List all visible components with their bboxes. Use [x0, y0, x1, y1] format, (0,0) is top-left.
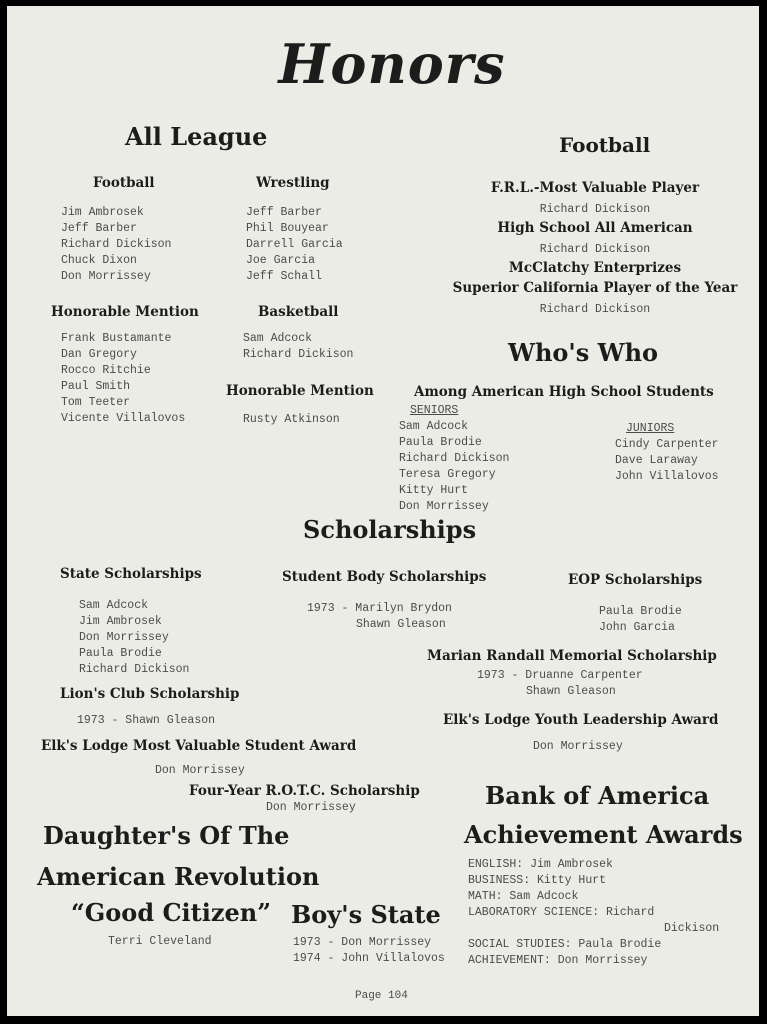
dar-heading-line-1: Daughter's Of The	[43, 821, 290, 850]
whos-who-subheading: Among American High School Students	[414, 384, 714, 400]
dar-name: Terri Cleveland	[108, 935, 212, 948]
list-item: ENGLISH: Jim Ambrosek	[468, 858, 613, 871]
whos-who-heading: Who's Who	[508, 338, 659, 367]
list-item: MATH: Sam Adcock	[468, 890, 579, 903]
bank-awards-list	[468, 857, 719, 969]
yearbook-page	[7, 6, 759, 1016]
juniors-list	[615, 437, 719, 485]
award-superior-california-name: Richard Dickison	[539, 303, 651, 316]
boys-state-list	[293, 935, 445, 967]
list-item: Don Morrissey	[79, 631, 169, 644]
elks-youth-name: Don Morrissey	[533, 740, 623, 753]
league-basketball-heading: Basketball	[258, 304, 339, 320]
league-wrestling-list	[246, 205, 343, 285]
award-frl-mvp-name: Richard Dickison	[539, 203, 651, 216]
list-item: Frank Bustamante	[61, 332, 172, 345]
list-item: Rocco Ritchie	[61, 364, 151, 377]
award-all-american: High School All American	[497, 220, 693, 236]
student-body-heading: Student Body Scholarships	[282, 569, 487, 585]
student-body-line-2: Shawn Gleason	[356, 618, 446, 631]
list-item: ACHIEVEMENT: Don Morrissey	[468, 954, 648, 967]
page-number: Page 104	[355, 990, 408, 1002]
award-all-american-name: Richard Dickison	[539, 243, 651, 256]
rotc-heading: Four-Year R.O.T.C. Scholarship	[189, 783, 420, 799]
page-title: Honors	[278, 32, 506, 96]
list-item: Sam Adcock	[243, 332, 313, 345]
list-item: 1973 - Don Morrissey	[293, 936, 432, 949]
list-item: John Garcia	[599, 621, 675, 634]
boys-state-heading: Boy's State	[291, 900, 441, 929]
list-item: Vicente Villalovos	[61, 412, 186, 425]
list-item: SOCIAL STUDIES: Paula Brodie	[468, 938, 662, 951]
list-item: Dave Laraway	[615, 454, 698, 467]
league-basketball-list	[243, 331, 353, 363]
league-basketball-hm-heading: Honorable Mention	[226, 383, 374, 399]
list-item: Chuck Dixon	[61, 254, 137, 267]
list-item: Paula Brodie	[599, 605, 682, 618]
scholarships-heading: Scholarships	[303, 515, 477, 544]
list-item: Jeff Schall	[246, 270, 322, 283]
all-league-heading: All League	[125, 122, 268, 151]
list-item: Dan Gregory	[61, 348, 137, 361]
list-item: Sam Adcock	[399, 420, 469, 433]
seniors-list	[399, 419, 509, 515]
marian-randall-line-2: Shawn Gleason	[526, 685, 616, 698]
dar-heading-line-2: American Revolution	[37, 862, 320, 891]
student-body-line-1: 1973 - Marilyn Brydon	[307, 602, 452, 615]
list-item: Kitty Hurt	[399, 484, 469, 497]
list-item: Paula Brodie	[399, 436, 482, 449]
elks-youth-heading: Elk's Lodge Youth Leadership Award	[443, 712, 719, 728]
dar-good-citizen: “Good Citizen”	[71, 898, 272, 927]
award-superior-california: Superior California Player of the Year	[452, 280, 738, 296]
rotc-name: Don Morrissey	[266, 801, 356, 814]
eop-list	[599, 604, 682, 636]
list-item: Jim Ambrosek	[61, 206, 144, 219]
list-item: Joe Garcia	[246, 254, 316, 267]
lions-club-heading: Lion's Club Scholarship	[60, 686, 240, 702]
list-item: Jeff Barber	[246, 206, 322, 219]
list-item: 1974 - John Villalovos	[293, 952, 445, 965]
league-football-heading: Football	[93, 175, 155, 191]
list-item: Richard Dickison	[243, 348, 354, 361]
list-item: Tom Teeter	[61, 396, 131, 409]
award-mcclatchy: McClatchy Enterprizes	[508, 260, 682, 276]
list-item: Richard Dickison	[79, 663, 190, 676]
list-item: Richard Dickison	[399, 452, 510, 465]
league-wrestling-heading: Wrestling	[256, 175, 330, 191]
list-item: Don Morrissey	[399, 500, 489, 513]
elks-mvs-heading: Elk's Lodge Most Valuable Student Award	[41, 738, 357, 754]
list-item: LABORATORY SCIENCE: Richard	[468, 906, 655, 919]
marian-randall-heading: Marian Randall Memorial Scholarship	[427, 648, 717, 664]
list-item: Jim Ambrosek	[79, 615, 162, 628]
list-item: Don Morrissey	[61, 270, 151, 283]
league-football-hm-heading: Honorable Mention	[51, 304, 199, 320]
eop-heading: EOP Scholarships	[568, 572, 703, 588]
list-item: Jeff Barber	[61, 222, 137, 235]
award-frl-mvp: F.R.L.-Most Valuable Player	[490, 180, 700, 196]
football-awards-heading: Football	[559, 133, 651, 157]
marian-randall-line-1: 1973 - Druanne Carpenter	[477, 669, 643, 682]
list-item: Darrell Garcia	[246, 238, 343, 251]
league-football-hm-list	[61, 331, 185, 427]
list-item: BUSINESS: Kitty Hurt	[468, 874, 607, 887]
seniors-label: SENIORS	[410, 404, 459, 417]
bank-heading-line-1: Bank of America	[485, 781, 710, 810]
juniors-label: JUNIORS	[626, 422, 675, 435]
state-scholarships-list	[79, 598, 189, 678]
state-scholarships-heading: State Scholarships	[60, 566, 202, 582]
list-item: Paul Smith	[61, 380, 131, 393]
list-item: John Villalovos	[615, 470, 719, 483]
lions-club-line: 1973 - Shawn Gleason	[77, 714, 216, 727]
list-item: Phil Bouyear	[246, 222, 329, 235]
list-item: Paula Brodie	[79, 647, 162, 660]
list-item: Teresa Gregory	[399, 468, 496, 481]
elks-mvs-name: Don Morrissey	[155, 764, 245, 777]
league-football-list	[61, 205, 171, 285]
list-item: Dickison	[664, 922, 720, 935]
list-item: Richard Dickison	[61, 238, 172, 251]
list-item: Sam Adcock	[79, 599, 149, 612]
list-item: Cindy Carpenter	[615, 438, 719, 451]
league-basketball-hm-name: Rusty Atkinson	[243, 413, 340, 426]
bank-heading-line-2: Achievement Awards	[464, 820, 743, 849]
